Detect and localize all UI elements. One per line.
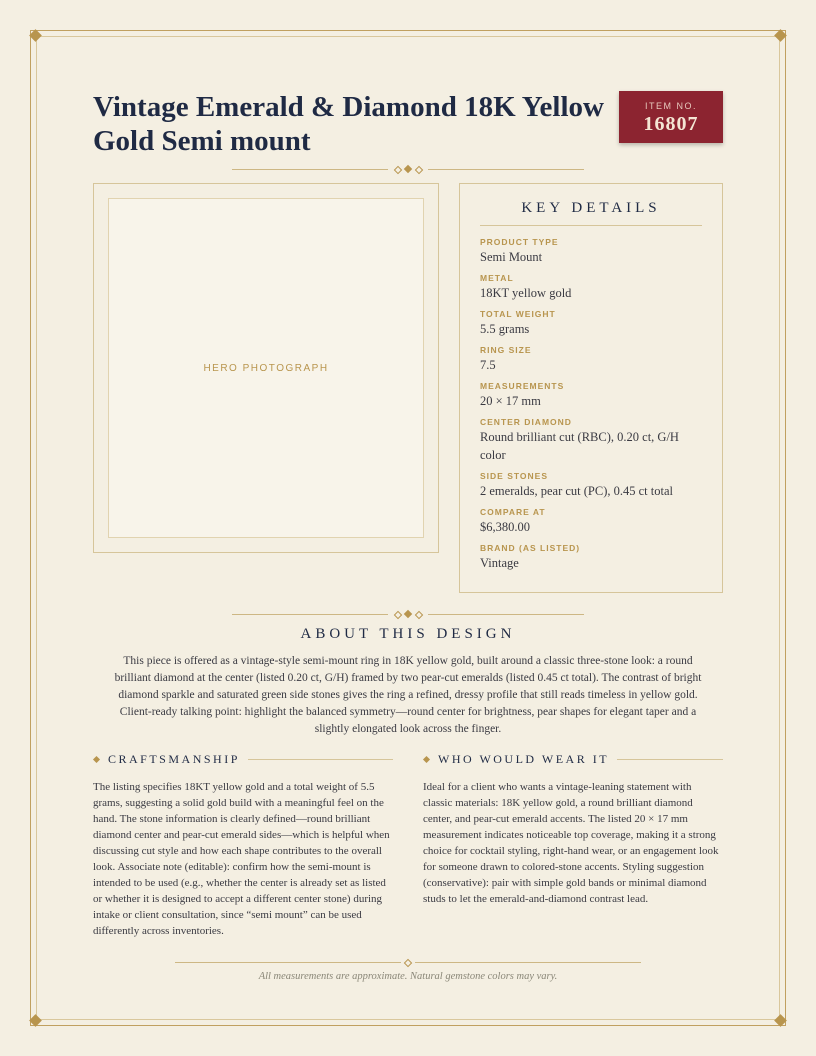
who-would-wear-text: Ideal for a client who wants a vintage-leaning statement with classic materials: 18K yellow gold, a round brilliant diamond center, and pear-cut emerald accents. The listed 20 × 17 mm measurement indicates noticeable top coverage, making it a strong choice for cocktail styling, right-hand wear, or an engagement look for someone drawn to colored-stone accents. Styling suggestion (conservative): pair with simple gold bands or minimal diamond studs to let the emerald-and-diamond contrast lead. [423, 781, 719, 905]
detail-side-stones [480, 470, 702, 500]
footer-divider [175, 957, 641, 967]
detail-value: 5.5 grams [480, 322, 530, 336]
key-details-list [480, 236, 702, 572]
detail-value: $6,380.00 [480, 520, 530, 534]
detail-value: Round brilliant cut (RBC), 0.20 ct, G/H color [480, 430, 679, 462]
craftsmanship-section [93, 752, 393, 939]
key-details-panel [459, 183, 723, 593]
detail-label: RING SIZE [480, 345, 532, 355]
detail-value: 20 × 17 mm [480, 394, 541, 408]
diamond-bullet-icon [423, 756, 430, 763]
detail-value: 18KT yellow gold [480, 286, 572, 300]
title-divider [232, 164, 584, 174]
heading-rule [248, 759, 393, 760]
detail-metal [480, 272, 702, 302]
detail-ring-size [480, 344, 702, 374]
who-would-wear-heading: WHO WOULD WEAR IT [438, 752, 610, 766]
page-title: Vintage Emerald & Diamond 18K Yellow Gold Semi mount [93, 91, 604, 157]
detail-label: TOTAL WEIGHT [480, 309, 556, 319]
detail-value: 7.5 [480, 358, 496, 372]
detail-label: SIDE STONES [480, 471, 548, 481]
detail-label: COMPARE AT [480, 507, 546, 517]
item-number-value: 16807 [643, 113, 699, 135]
footer-note: All measurements are approximate. Natural gemstone colors may vary. [258, 971, 558, 982]
about-divider [232, 609, 584, 619]
item-number-badge [619, 91, 723, 143]
detail-measurements [480, 380, 702, 410]
detail-center-diamond [480, 416, 702, 464]
craftsmanship-text: The listing specifies 18KT yellow gold and a total weight of 5.5 grams, suggesting a solid gold build with a meaningful feel on the hand. The stone information is clearly defined—round brilliant diamond center and pear-cut emerald sides—which is helpful when discussing cut style and how each shape contributes to the overall look. Associate note (editable): confirm how the semi-mount is intended to be used (e.g., whether the center is already set as listed or whether it is designed to accept a different center stone) during intake or client consultation, since “semi mount” can be used differently across inventories. [93, 781, 390, 937]
detail-label: METAL [480, 273, 514, 283]
detail-label: PRODUCT TYPE [480, 237, 559, 247]
detail-value: Vintage [480, 556, 519, 570]
detail-value: Semi Mount [480, 250, 543, 264]
heading-rule [617, 759, 723, 760]
craftsmanship-heading: CRAFTSMANSHIP [108, 752, 240, 766]
detail-value: 2 emeralds, pear cut (PC), 0.45 ct total [480, 484, 673, 498]
who-would-wear-heading-row [423, 752, 723, 767]
key-details-heading: KEY DETAILS [480, 200, 702, 226]
hero-photo-frame [93, 183, 439, 553]
about-heading: ABOUT THIS DESIGN [300, 626, 516, 642]
hero-photo-label: HERO PHOTOGRAPH [203, 362, 329, 374]
detail-total-weight [480, 308, 702, 338]
detail-label: BRAND (AS LISTED) [480, 543, 581, 553]
hero-photo-placeholder [108, 198, 424, 538]
about-text: This piece is offered as a vintage-style semi-mount ring in 18K yellow gold, built around a classic three-stone look: a round brilliant diamond at the center (listed 0.20 ct, G/H) framed by two pear-cut emeralds (listed 0.45 ct total). The contrast of bright diamond sparkle and saturated green side stones gives the ring a refined, dressy profile that still reads timeless in yellow gold. Client-ready talking point: highlight the balanced symmetry—round center for brightness, pear shapes for elegant taper and a slightly elongated look across the finger. [114, 655, 702, 735]
item-number-label: ITEM NO. [645, 101, 697, 111]
detail-brand [480, 542, 702, 572]
detail-label: CENTER DIAMOND [480, 417, 572, 427]
who-would-wear-section [423, 752, 723, 907]
detail-label: MEASUREMENTS [480, 381, 565, 391]
detail-product-type [480, 236, 702, 266]
craftsmanship-heading-row [93, 752, 393, 767]
diamond-bullet-icon [93, 756, 100, 763]
detail-compare-at [480, 506, 702, 536]
